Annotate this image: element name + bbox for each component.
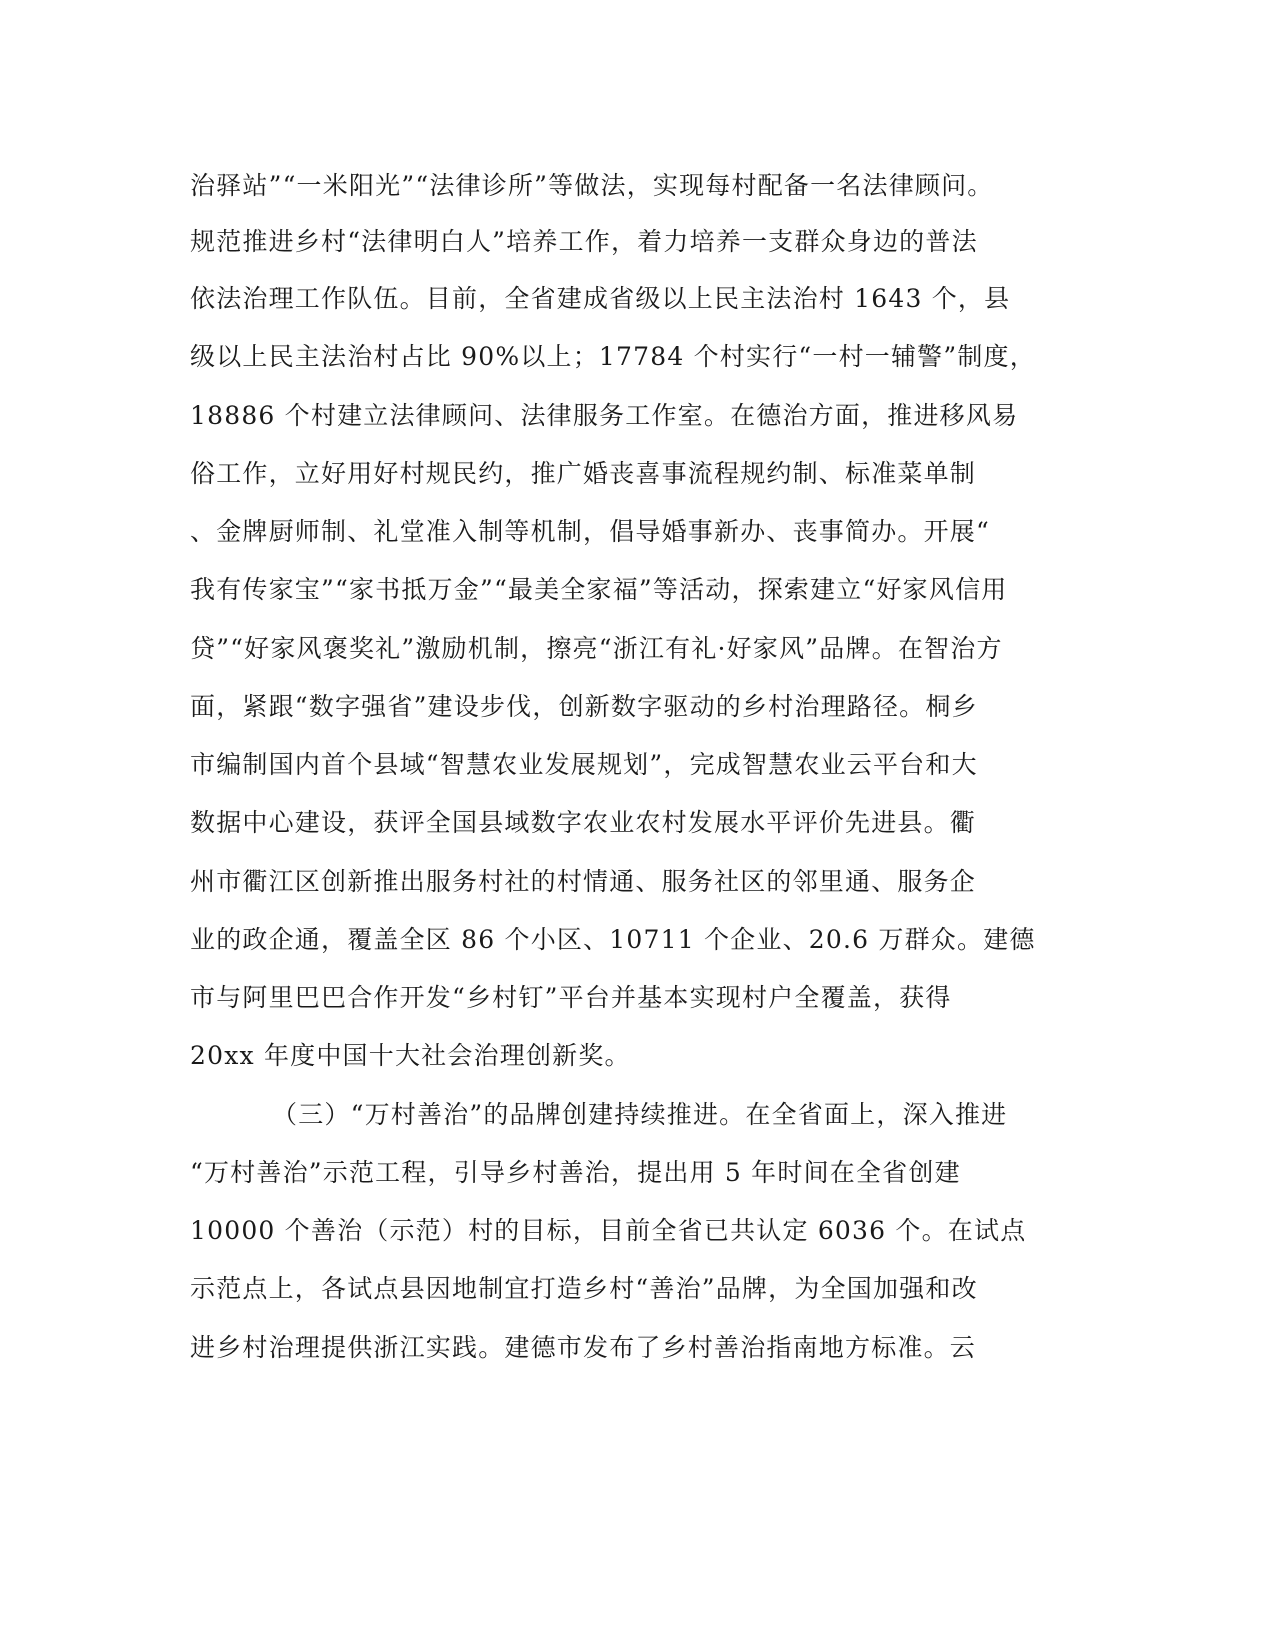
text-line: 进乡村治理提供浙江实践。建德市发布了乡村善治指南地方标准。云: [190, 1333, 977, 1362]
text-line: 治驿站”“一米阳光”“法律诊所”等做法，实现每村配备一名法律顾问。: [190, 171, 994, 200]
text-line: 我有传家宝”“家书抵万金”“最美全家福”等活动，探索建立“好家风信用: [190, 575, 1008, 604]
text-line: 州市衢江区创新推出服务村社的村情通、服务社区的邻里通、服务企: [190, 867, 977, 896]
text-line: 20xx 年度中国十大社会治理创新奖。: [190, 1041, 631, 1070]
text-line: 贷”“好家风褒奖礼”激励机制，擦亮“浙江有礼·好家风”品牌。在智治方: [190, 634, 1003, 663]
text-line: “万村善治”示范工程，引导乡村善治，提出用 5 年时间在全省创建: [190, 1158, 961, 1187]
text-line: 市与阿里巴巴合作开发“乡村钉”平台并基本实现村户全覆盖，获得: [190, 983, 952, 1012]
paragraph-heading-line: （三）“万村善治”的品牌创建持续推进。在全省面上，深入推进: [272, 1100, 1008, 1129]
text-line: 俗工作，立好用好村规民约，推广婚丧喜事流程规约制、标准菜单制: [190, 459, 977, 488]
text-line: 数据中心建设，获评全国县域数字农业农村发展水平评价先进县。衢: [190, 808, 977, 837]
text-line: 18886 个村建立法律顾问、法律服务工作室。在德治方面，推进移风易: [190, 401, 1019, 430]
text-line: 市编制国内首个县域“智慧农业发展规划”，完成智慧农业云平台和大: [190, 750, 978, 779]
text-line: 示范点上，各试点县因地制宜打造乡村“善治”品牌，为全国加强和改: [190, 1274, 978, 1303]
text-line: 、金牌厨师制、礼堂准入制等机制，倡导婚事新办、丧事简办。开展“: [190, 517, 990, 546]
text-line: 规范推进乡村“法律明白人”培养工作，着力培养一支群众身边的普法: [190, 227, 978, 256]
text-line: 依法治理工作队伍。目前，全省建成省级以上民主法治村 1643 个，县: [190, 284, 1011, 313]
text-line: 面，紧跟“数字强省”建设步伐，创新数字驱动的乡村治理路径。桐乡: [190, 692, 978, 721]
text-line: 业的政企通，覆盖全区 86 个小区、10711 个企业、20.6 万群众。建德: [190, 925, 1036, 954]
text-line: 级以上民主法治村占比 90%以上；17784 个村实行“一村一辅警”制度，: [190, 342, 1036, 371]
text-line: 10000 个善治（示范）村的目标，目前全省已共认定 6036 个。在试点: [190, 1216, 1027, 1245]
